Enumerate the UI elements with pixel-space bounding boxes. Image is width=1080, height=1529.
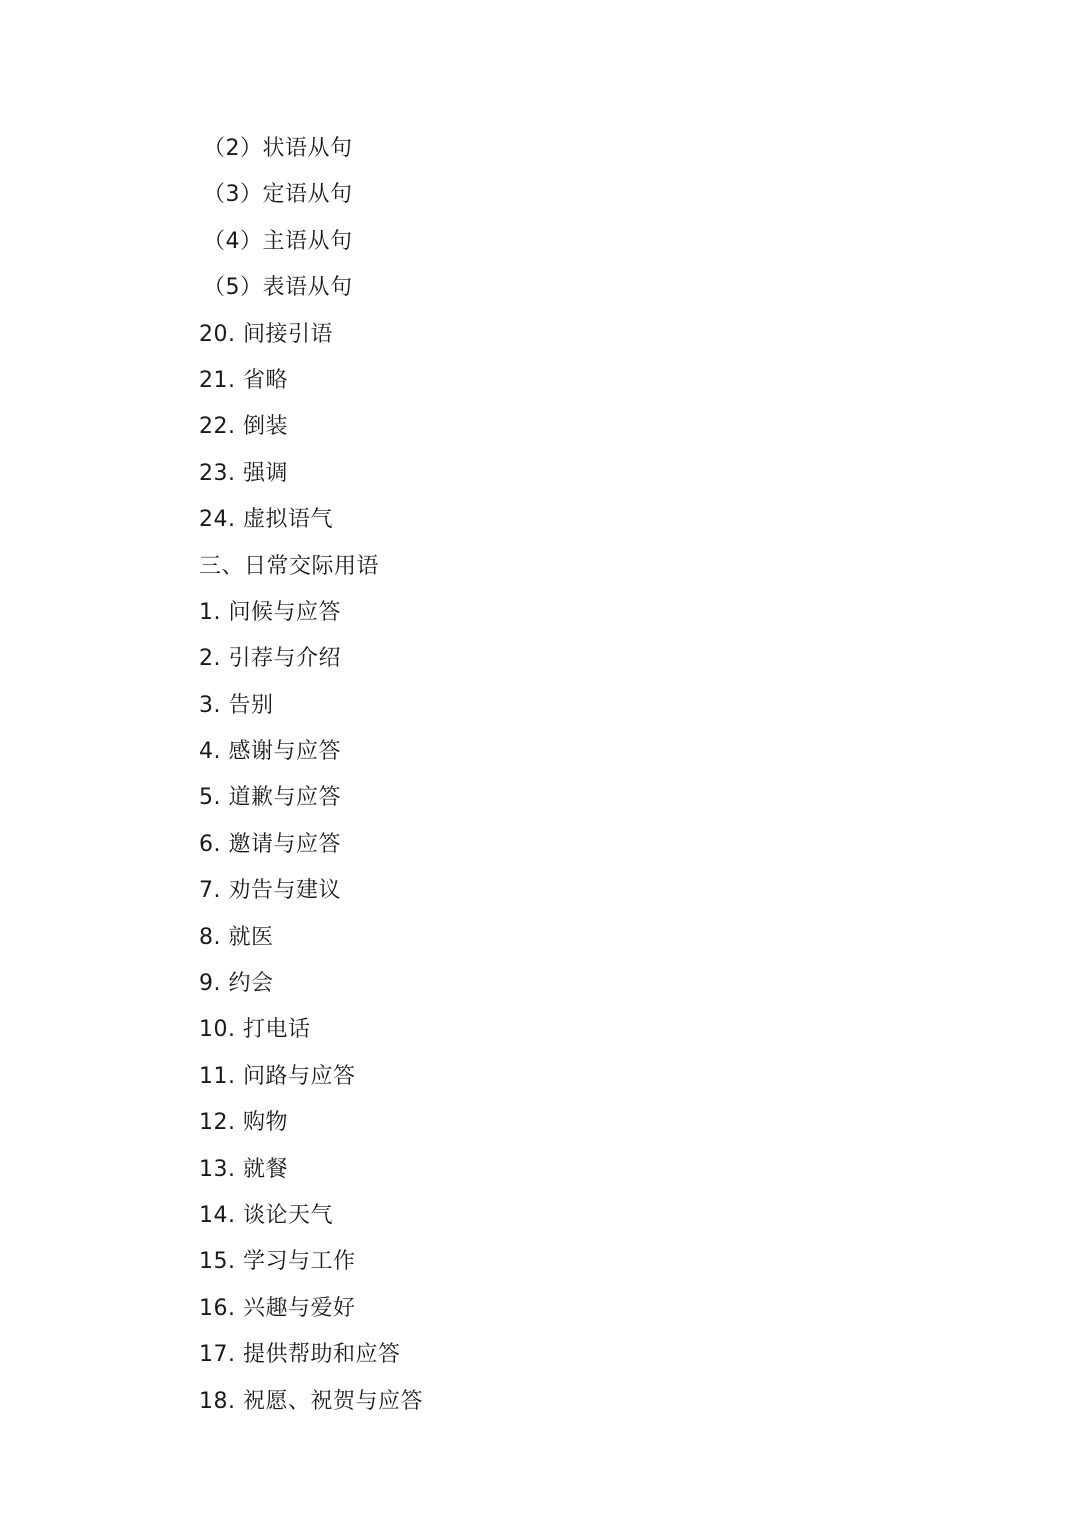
outline-line: （5）表语从句 xyxy=(203,275,353,301)
outline-line: 6. 邀请与应答 xyxy=(199,831,341,857)
outline-line: 3. 告别 xyxy=(199,692,274,718)
outline-line: 17. 提供帮助和应答 xyxy=(199,1342,401,1368)
outline-line: （3）定语从句 xyxy=(203,182,353,208)
outline-line: 1. 问候与应答 xyxy=(199,599,341,625)
outline-line: 5. 道歉与应答 xyxy=(199,785,341,811)
outline-line: （2）状语从句 xyxy=(203,136,353,161)
outline-line: 14. 谈论天气 xyxy=(199,1202,333,1228)
outline-line: 24. 虚拟语气 xyxy=(199,507,333,533)
section-heading: 三、日常交际用语 xyxy=(199,553,380,579)
outline-line: （4）主语从句 xyxy=(203,228,353,254)
outline-line: 12. 购物 xyxy=(199,1110,288,1136)
outline-line: 18. 祝愿、祝贺与应答 xyxy=(199,1388,423,1414)
outline-list xyxy=(199,126,423,1425)
outline-line: 22. 倒装 xyxy=(199,414,288,440)
outline-line: 11. 问路与应答 xyxy=(199,1063,356,1089)
outline-line: 13. 就餐 xyxy=(199,1156,288,1182)
outline-line: 15. 学习与工作 xyxy=(199,1249,356,1275)
outline-line: 4. 感谢与应答 xyxy=(199,739,341,765)
outline-line: 2. 引荐与介绍 xyxy=(199,646,341,672)
outline-line: 16. 兴趣与爱好 xyxy=(199,1295,356,1321)
outline-line: 21. 省略 xyxy=(199,367,288,393)
outline-line: 9. 约会 xyxy=(199,971,274,997)
outline-line: 8. 就医 xyxy=(199,924,274,950)
outline-line: 20. 间接引语 xyxy=(199,321,333,347)
outline-line: 10. 打电话 xyxy=(199,1017,311,1043)
outline-line: 7. 劝告与建议 xyxy=(199,878,341,904)
outline-line: 23. 强调 xyxy=(199,460,288,486)
